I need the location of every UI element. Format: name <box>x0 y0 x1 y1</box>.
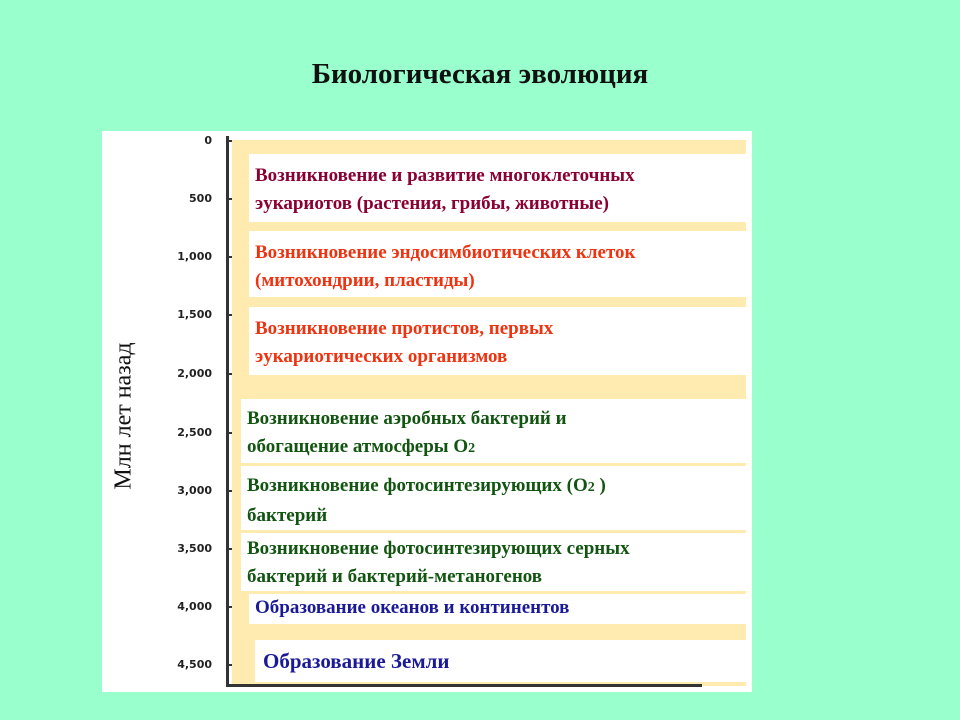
tick-label: 1,500 <box>177 308 212 321</box>
event-text: бактерий <box>247 505 328 526</box>
event-text: обогащение атмосферы О2 <box>247 436 476 457</box>
event-box-multicellular <box>249 154 746 222</box>
tick-label: 500 <box>189 192 212 205</box>
event-text: бактерий и бактерий-метаногенов <box>247 566 543 587</box>
time-axis <box>226 136 229 686</box>
event-text: Возникновение аэробных бактерий и <box>247 408 567 429</box>
event-text: Возникновение фотосинтезирующих серных <box>247 538 630 559</box>
event-text: Возникновение эндосимбиотических клеток <box>255 242 636 263</box>
tick-label: 0 <box>204 134 212 147</box>
event-text: Возникновение протистов, первых <box>255 318 554 339</box>
event-text: эукариотов (растения, грибы, животные) <box>255 193 609 214</box>
event-text: Образование Земли <box>263 649 450 673</box>
time-axis-base <box>226 684 702 687</box>
tick-label: 2,500 <box>177 426 212 439</box>
event-text: Возникновение фотосинтезирующих (О2 ) <box>247 475 606 496</box>
page-title: Биологическая эволюция <box>311 58 649 90</box>
tick-label: 2,000 <box>177 367 212 380</box>
event-box-aerobic-bacteria <box>241 399 746 463</box>
axis-label: Млн лет назад <box>110 342 137 490</box>
event-text: Образование океанов и континентов <box>255 597 570 618</box>
event-text: Возникновение и развитие многоклеточных <box>255 165 635 186</box>
event-box-photosynthetic-bacteria <box>241 466 746 530</box>
tick-label: 4,000 <box>177 600 212 613</box>
event-box-endosymbiotic <box>249 231 746 297</box>
event-box-earth <box>255 640 746 682</box>
tick-label: 1,000 <box>177 250 212 263</box>
tick-label: 3,000 <box>177 484 212 497</box>
event-box-oceans <box>249 594 746 624</box>
event-text: (митохондрии, пластиды) <box>255 270 475 291</box>
event-box-protists <box>249 307 746 375</box>
tick-label: 3,500 <box>177 542 212 555</box>
tick-label: 4,500 <box>177 658 212 671</box>
event-text: эукариотических организмов <box>255 346 508 367</box>
event-box-sulfur-bacteria <box>241 533 746 591</box>
